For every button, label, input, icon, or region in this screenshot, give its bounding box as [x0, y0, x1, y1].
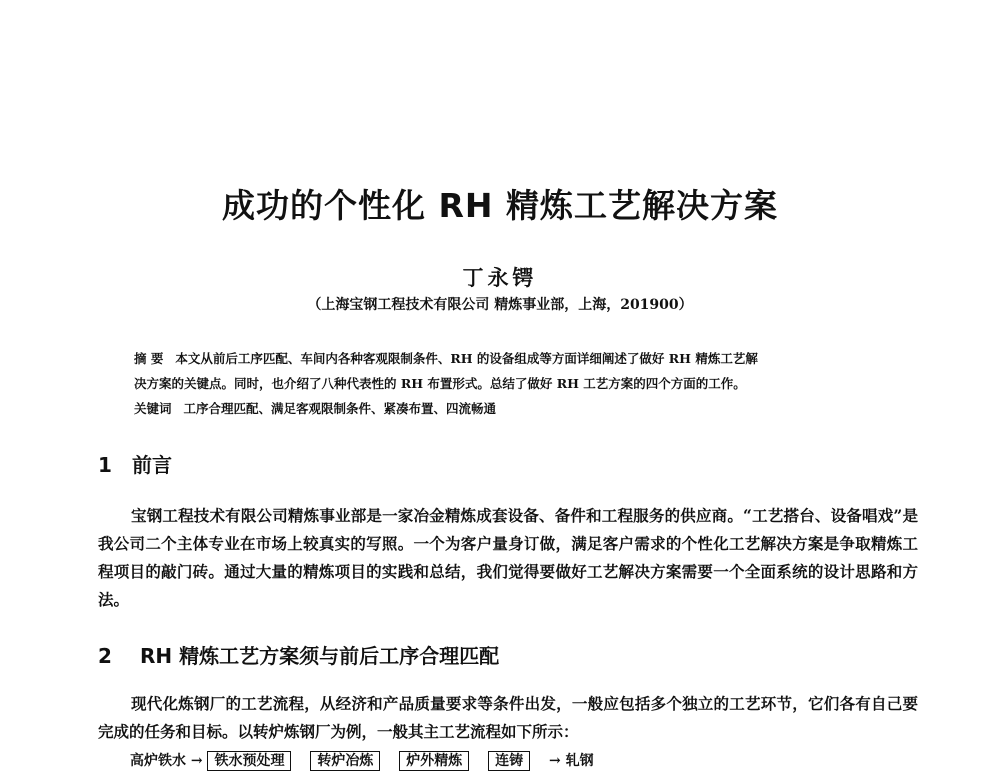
- process-flow: [130, 750, 594, 770]
- flow-step: 炉外精炼: [399, 751, 469, 771]
- abstract-line-2: 决方案的关键点。同时，也介绍了八种代表性的 RH 布置形式。总结了做好 RH 工艺方案的四个方面的工作。: [134, 376, 746, 391]
- keywords-text: 工序合理匹配、满足客观限制条件、紧凑布置、四流畅通: [183, 401, 497, 416]
- section-1-paragraph: 宝钢工程技术有限公司精炼事业部是一家冶金精炼成套设备、备件和工程服务的供应商。“工艺搭台、设备唱戏”是我公司二个主体专业在市场上较真实的写照。一个为客户量身订做，满足客户需求的个性化工艺解决方案是争取精炼工程项目的敲门砖。通过大量的精炼项目的实践和总结，我们觉得要做好工艺解决方案需要一个全面系统的设计思路和方法。: [98, 506, 918, 609]
- paper-title: 成功的个性化 RH 精炼工艺解决方案: [221, 186, 778, 225]
- abstract-block: [134, 346, 894, 421]
- keywords-label: 关键词: [134, 401, 172, 416]
- flow-arrow: →: [190, 753, 208, 769]
- author-affiliation: （上海宝钢工程技术有限公司 精炼事业部，上海，201900）: [307, 297, 693, 313]
- flow-step: 铁水预处理: [207, 751, 291, 771]
- flow-step: 转炉冶炼: [310, 751, 380, 771]
- section-2-number: 2: [98, 644, 112, 668]
- flow-tail: → 轧钢: [548, 753, 594, 769]
- section-2-heading: [98, 640, 499, 669]
- abstract-label: 摘 要: [134, 351, 164, 366]
- abstract-text-1: 本文从前后工序匹配、车间内各种客观限制条件、RH 的设备组成等方面详细阐述了做好 RH 精炼工艺解: [175, 351, 758, 366]
- keywords-line: [134, 396, 894, 421]
- section-2-title: RH 精炼工艺方案须与前后工序合理匹配: [140, 644, 500, 668]
- flow-step: 连铸: [488, 751, 530, 771]
- section-1-number: 1: [98, 453, 112, 477]
- author-name: 丁永锷: [462, 265, 538, 290]
- flow-lead: 高炉铁水: [130, 753, 186, 769]
- section-2-paragraph: 现代化炼钢厂的工艺流程，从经济和产品质量要求等条件出发，一般应包括多个独立的工艺环节，它们各有自己要完成的任务和目标。以转炉炼钢厂为例，一般其主工艺流程如下所示：: [98, 694, 918, 741]
- section-1-heading: [98, 449, 172, 478]
- section-1-title: 前言: [132, 453, 172, 477]
- abstract-line-1: [134, 346, 894, 371]
